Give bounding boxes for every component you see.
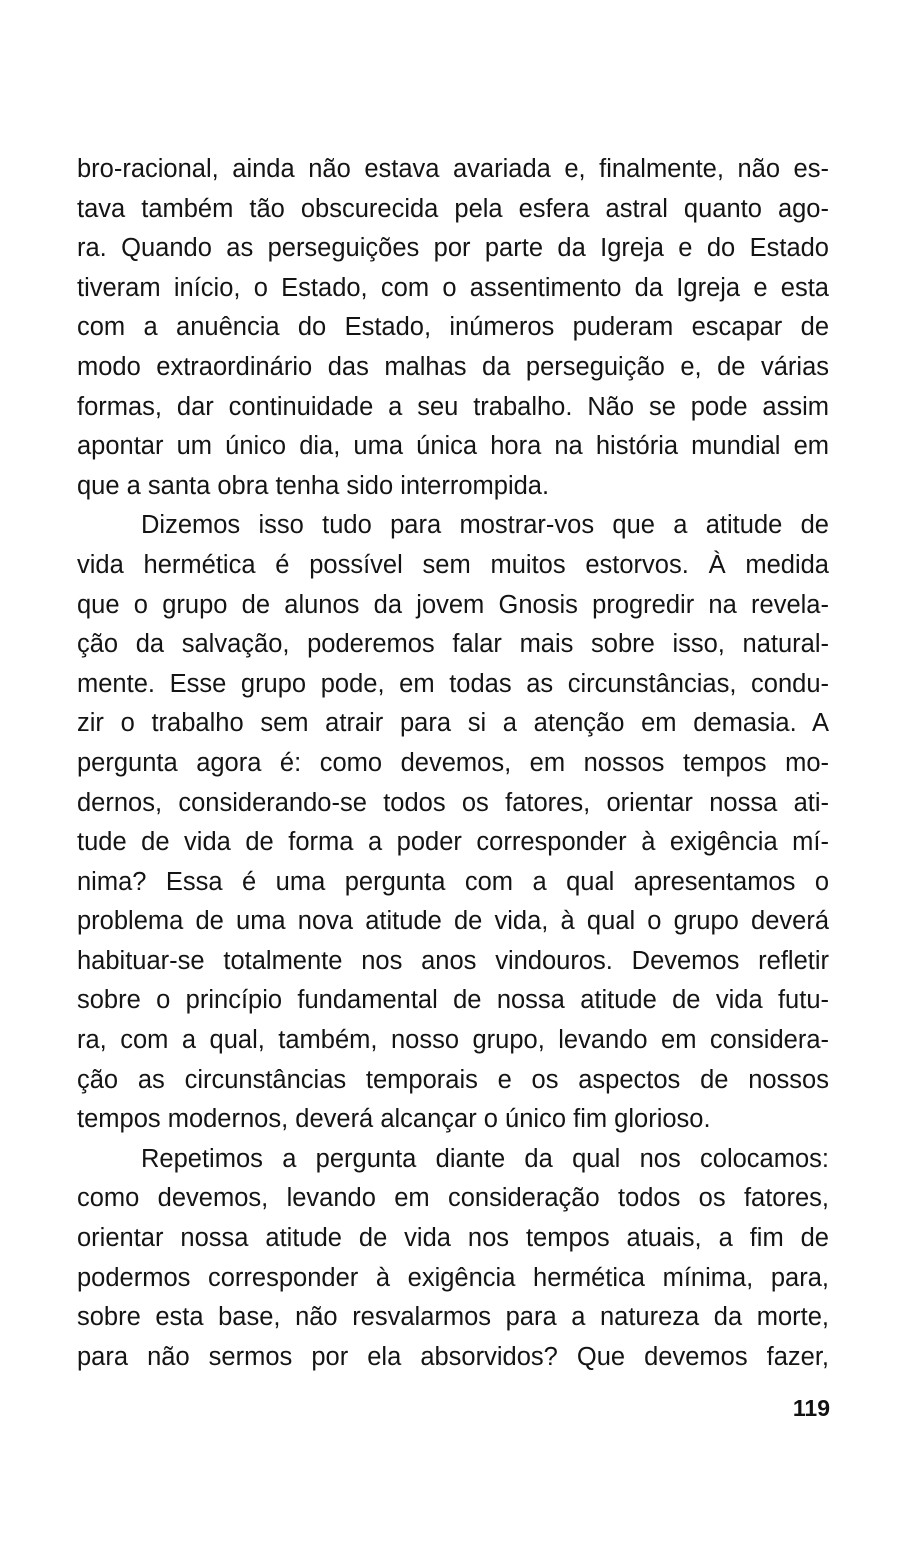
text-line: ra. Quando as perseguições por parte da Igreja e do Estado <box>77 234 829 263</box>
text-line: sobre esta base, não resvalarmos para a natureza da morte, <box>77 1303 829 1332</box>
text-line: bro-racional, ainda não estava avariada e, finalmente, não es- <box>77 155 829 183</box>
text-line: como devemos, levando em consideração todos os fatores, <box>77 1184 829 1213</box>
text-line: tude de vida de forma a poder corresponder à exigência mí- <box>77 828 829 857</box>
text-line: orientar nossa atitude de vida nos tempos atuais, a fim de <box>77 1224 829 1253</box>
text-line: tiveram início, o Estado, com o assentimento da Igreja e esta <box>77 273 829 302</box>
text-line: com a anuência do Estado, inúmeros puderam escapar de <box>77 313 829 342</box>
text-line: problema de uma nova atitude de vida, à qual o grupo deverá <box>77 907 829 936</box>
text-line: vida hermética é possível sem muitos estorvos. À medida <box>77 550 829 579</box>
page-number: 119 <box>792 1395 830 1421</box>
paragraph-1 <box>77 150 829 506</box>
text-line: que a santa obra tenha sido interrompida. <box>77 471 550 500</box>
text-line: modo extraordinário das malhas da perseguição e, de várias <box>77 352 829 381</box>
text-line: pergunta agora é: como devemos, em nossos tempos mo- <box>77 748 829 777</box>
text-line: formas, dar continuidade a seu trabalho. Não se pode assim <box>77 392 829 421</box>
text-line: nima? Essa é uma pergunta com a qual apresentamos o <box>77 867 829 896</box>
text-line: ção da salvação, poderemos falar mais sobre isso, natural- <box>77 630 829 659</box>
text-line: que o grupo de alunos da jovem Gnosis progredir na revela- <box>77 590 829 619</box>
text-line: dernos, considerando-se todos os fatores, orientar nossa ati- <box>77 788 829 817</box>
text-line: ção as circunstâncias temporais e os aspectos de nossos <box>77 1065 829 1094</box>
text-line: Repetimos a pergunta diante da qual nos colocamos: <box>141 1144 829 1173</box>
text-line: habituar-se totalmente nos anos vindouros. Devemos refletir <box>77 946 829 975</box>
text-line: podermos corresponder à exigência hermética mínima, para, <box>77 1263 829 1292</box>
page-body <box>77 150 829 1377</box>
text-line: apontar um único dia, uma única hora na história mundial em <box>77 432 829 461</box>
text-line: tempos modernos, deverá alcançar o único fim glorioso. <box>77 1105 711 1134</box>
text-line: mente. Esse grupo pode, em todas as circunstâncias, condu- <box>77 669 829 698</box>
text-line: para não sermos por ela absorvidos? Que devemos fazer, <box>77 1342 829 1371</box>
text-line: sobre o princípio fundamental de nossa atitude de vida futu- <box>77 986 829 1015</box>
text-line: zir o trabalho sem atrair para si a atenção em demasia. A <box>77 709 829 738</box>
paragraph-3 <box>77 1140 829 1378</box>
text-line: ra, com a qual, também, nosso grupo, levando em considera- <box>77 1026 829 1055</box>
text-line: Dizemos isso tudo para mostrar-vos que a atitude de <box>141 511 829 540</box>
text-line: tava também tão obscurecida pela esfera astral quanto ago- <box>77 194 829 223</box>
paragraph-2 <box>77 506 829 1140</box>
